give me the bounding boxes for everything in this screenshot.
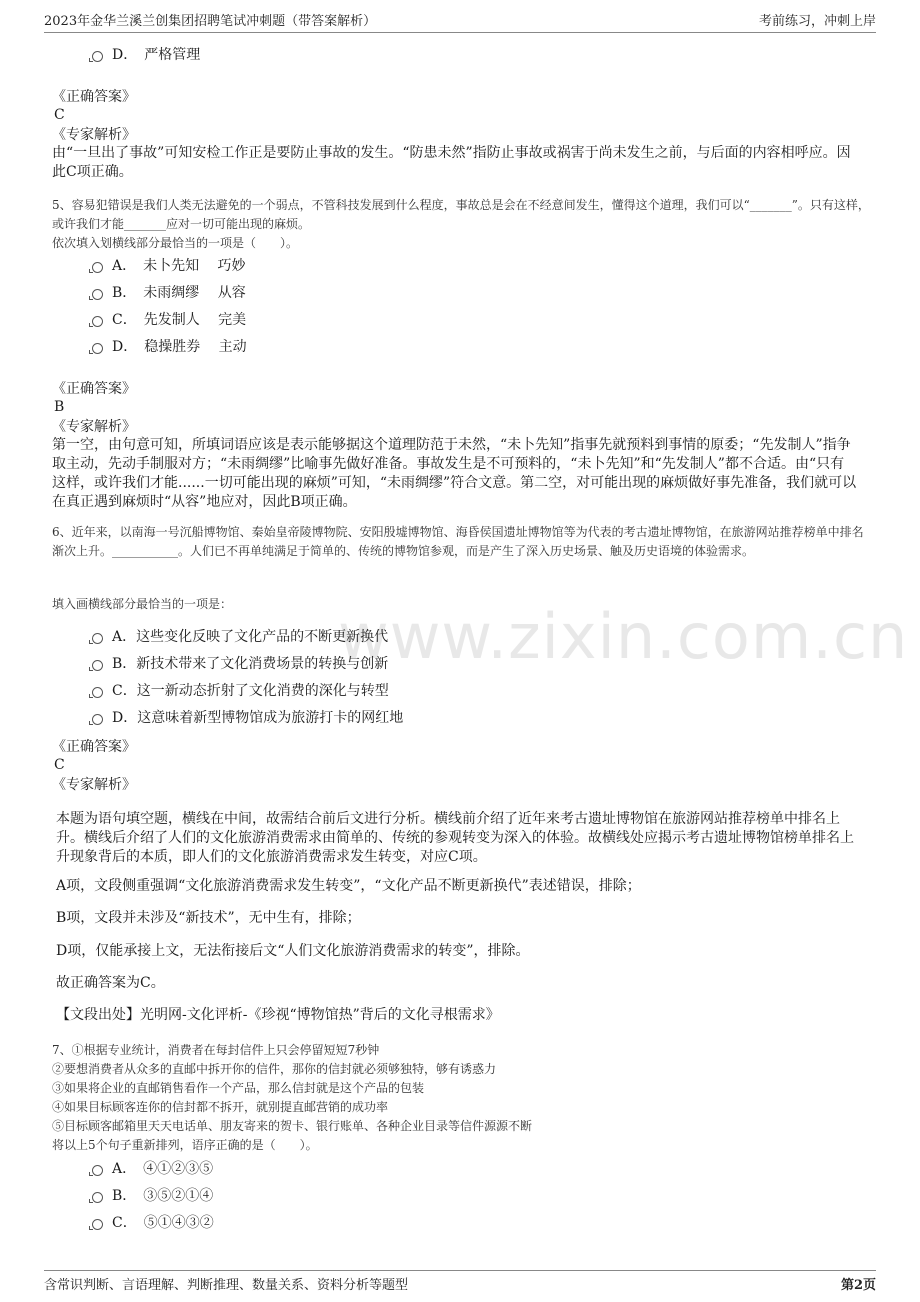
watermark: www.zixin.com.cn: [338, 600, 909, 673]
option-label: D． 严格管理: [112, 47, 201, 63]
q5-option-b[interactable]: [92, 284, 246, 302]
q6-prompt: 填入画横线部分最恰当的一项是：: [52, 597, 233, 611]
q5-answer: B: [54, 399, 65, 415]
q5-option-c[interactable]: [92, 311, 246, 329]
radio-icon: [92, 1165, 103, 1176]
radio-icon: [92, 687, 103, 698]
q4-analysis: 由“一旦出了事故”可知安检工作正是要防止事故的发生。“防患未然”指防止事故或祸害于尚未发生之前，与后面的内容相呼应。因此C项正确。: [52, 145, 851, 180]
q7-sentence-5: ⑤目标顾客邮箱里天天电话单、朋友寄来的贺卡、银行账单、各种企业目录等信件源源不断: [52, 1119, 533, 1133]
footer-categories: 含常识判断、言语理解、判断推理、数量关系、资料分析等题型: [44, 1278, 409, 1293]
q6-option-b[interactable]: [92, 655, 388, 673]
q6-analysis-d: D项，仅能承接上文，无法衔接后文“人们文化旅游消费需求的转变”，排除。: [56, 943, 530, 959]
page-footer: [44, 1270, 876, 1293]
radio-icon: [92, 1219, 103, 1230]
q6-conclusion: 故正确答案为C。: [56, 975, 165, 991]
q6-analysis-a: A项，文段侧重强调“文化旅游消费需求发生转变”，“文化产品不断更新换代”表述错误，排除；: [56, 878, 641, 894]
option-label: B． 未雨绸缪 从容: [112, 285, 246, 301]
radio-icon: [92, 316, 103, 327]
q4-analysis-heading: 《专家解析》: [52, 127, 136, 143]
q6-option-c[interactable]: [92, 682, 389, 700]
q6-answer-heading: 《正确答案》: [52, 739, 136, 755]
document-title: 2023年金华兰溪兰创集团招聘笔试冲刺题（带答案解析）: [44, 14, 377, 29]
q7-prompt: 将以上5个句子重新排列，语序正确的是（ ）。: [52, 1138, 318, 1152]
page-number: 第2页: [840, 1278, 876, 1293]
page-header: [44, 10, 876, 33]
radio-icon: [92, 51, 103, 62]
q5-option-a[interactable]: [92, 257, 246, 275]
radio-icon: [92, 262, 103, 273]
q4-answer: C: [54, 107, 65, 123]
radio-icon: [92, 1192, 103, 1203]
radio-icon: [92, 343, 103, 354]
q7-sentence-3: ③如果将企业的直邮销售看作一个产品，那么信封就是这个产品的包装: [52, 1081, 425, 1095]
q5-prompt: 依次填入划横线部分最恰当的一项是（ ）。: [52, 236, 299, 250]
q7-sentence-2: ②要想消费者从众多的直邮中拆开你的信件，那你的信封就必须够独特，够有诱惑力: [52, 1062, 497, 1076]
radio-icon: [92, 633, 103, 644]
q5-answer-heading: 《正确答案》: [52, 381, 136, 397]
option-label: B． ③⑤②①④: [112, 1188, 214, 1204]
q5-analysis: 第一空，由句意可知，所填词语应该是表示能够据这个道理防范于未然，“未卜先知”指事先就预料到事情的原委；“先发制人”指争取主动，先动手制服对方；“未雨绸缪”比喻事先做好准备。事故发生是不可预料的，“未卜先知”和“先发制人”都不合适。由“只有这样，或许我们才能......一切可能出现的麻烦”可知，“未雨绸缪”符合文意。第二空，对可能出现的麻烦做好事先准备，我们就可以在真正遇到麻烦时“从容”地应对，因此B项正确。: [52, 437, 857, 510]
q6-option-d[interactable]: [92, 709, 403, 727]
option-label: A． 未卜先知 巧妙: [112, 258, 246, 274]
q7-sentence-4: ④如果目标顾客连你的信封都不拆开，就别提直邮营销的成功率: [52, 1100, 389, 1114]
option-label: A． ④①②③⑤: [112, 1161, 214, 1177]
q6-analysis-b: B项，文段并未涉及“新技术”，无中生有，排除；: [56, 910, 361, 926]
header-slogan: 考前练习，冲刺上岸: [758, 14, 876, 29]
q7-option-a[interactable]: [92, 1160, 213, 1178]
q6-analysis-body: 本题为语句填空题，横线在中间，故需结合前后文进行分析。横线前介绍了近年来考古遗址博物馆在旅游网站推荐榜单中排名上升。横线后介绍了人们的文化旅游消费需求由简单的、传统的参观转变为深入的体验。故横线处应揭示考古遗址博物馆榜单排名上升现象背后的本质，即人们的文化旅游消费需求发生转变，对应C项。: [56, 811, 854, 865]
q6-stem: 6、近年来，以南海一号沉船博物馆、秦始皇帝陵博物院、安阳殷墟博物馆、海昏侯国遗址博物馆等为代表的考古遗址博物馆，在旅游网站推荐榜单中排名渐次上升。___________。人们已不再单纯满足于简单的、传统的博物馆参观，而是产生了深入历史场景、触及历史语境的体验需求。: [52, 525, 864, 558]
radio-icon: [92, 289, 103, 300]
option-label: C． ⑤①④③②: [112, 1215, 214, 1231]
q5-stem: 5、容易犯错误是我们人类无法避免的一个弱点，不管科技发展到什么程度，事故总是会在不经意间发生，懂得这个道理，我们可以“_______”。只有这样，或许我们才能_______应对一切可能出现的麻烦。: [52, 198, 870, 231]
q5-option-d[interactable]: [92, 338, 247, 356]
q4-answer-heading: 《正确答案》: [52, 89, 136, 105]
option-label: D． 稳操胜券 主动: [112, 339, 247, 355]
q7-option-b[interactable]: [92, 1187, 213, 1205]
option-label: C． 先发制人 完美: [112, 312, 247, 328]
radio-icon: [92, 660, 103, 671]
option-label: D．这意味着新型博物馆成为旅游打卡的网红地: [112, 710, 404, 726]
option-label: B．新技术带来了文化消费场景的转换与创新: [112, 656, 389, 672]
option-label: A．这些变化反映了文化产品的不断更新换代: [112, 629, 389, 645]
q6-source: 【文段出处】光明网-文化评析-《珍视“博物馆热”背后的文化寻根需求》: [56, 1007, 500, 1023]
q5-analysis-heading: 《专家解析》: [52, 419, 136, 435]
q4-option-d[interactable]: [92, 46, 200, 64]
radio-icon: [92, 714, 103, 725]
q6-analysis-heading: 《专家解析》: [52, 777, 136, 793]
q6-answer: C: [54, 757, 65, 773]
option-label: C．这一新动态折射了文化消费的深化与转型: [112, 683, 389, 699]
q7-sentence-1: 7、①根据专业统计，消费者在每封信件上只会停留短短7秒钟: [52, 1043, 380, 1057]
q6-option-a[interactable]: [92, 628, 388, 646]
q7-option-c[interactable]: [92, 1214, 214, 1232]
